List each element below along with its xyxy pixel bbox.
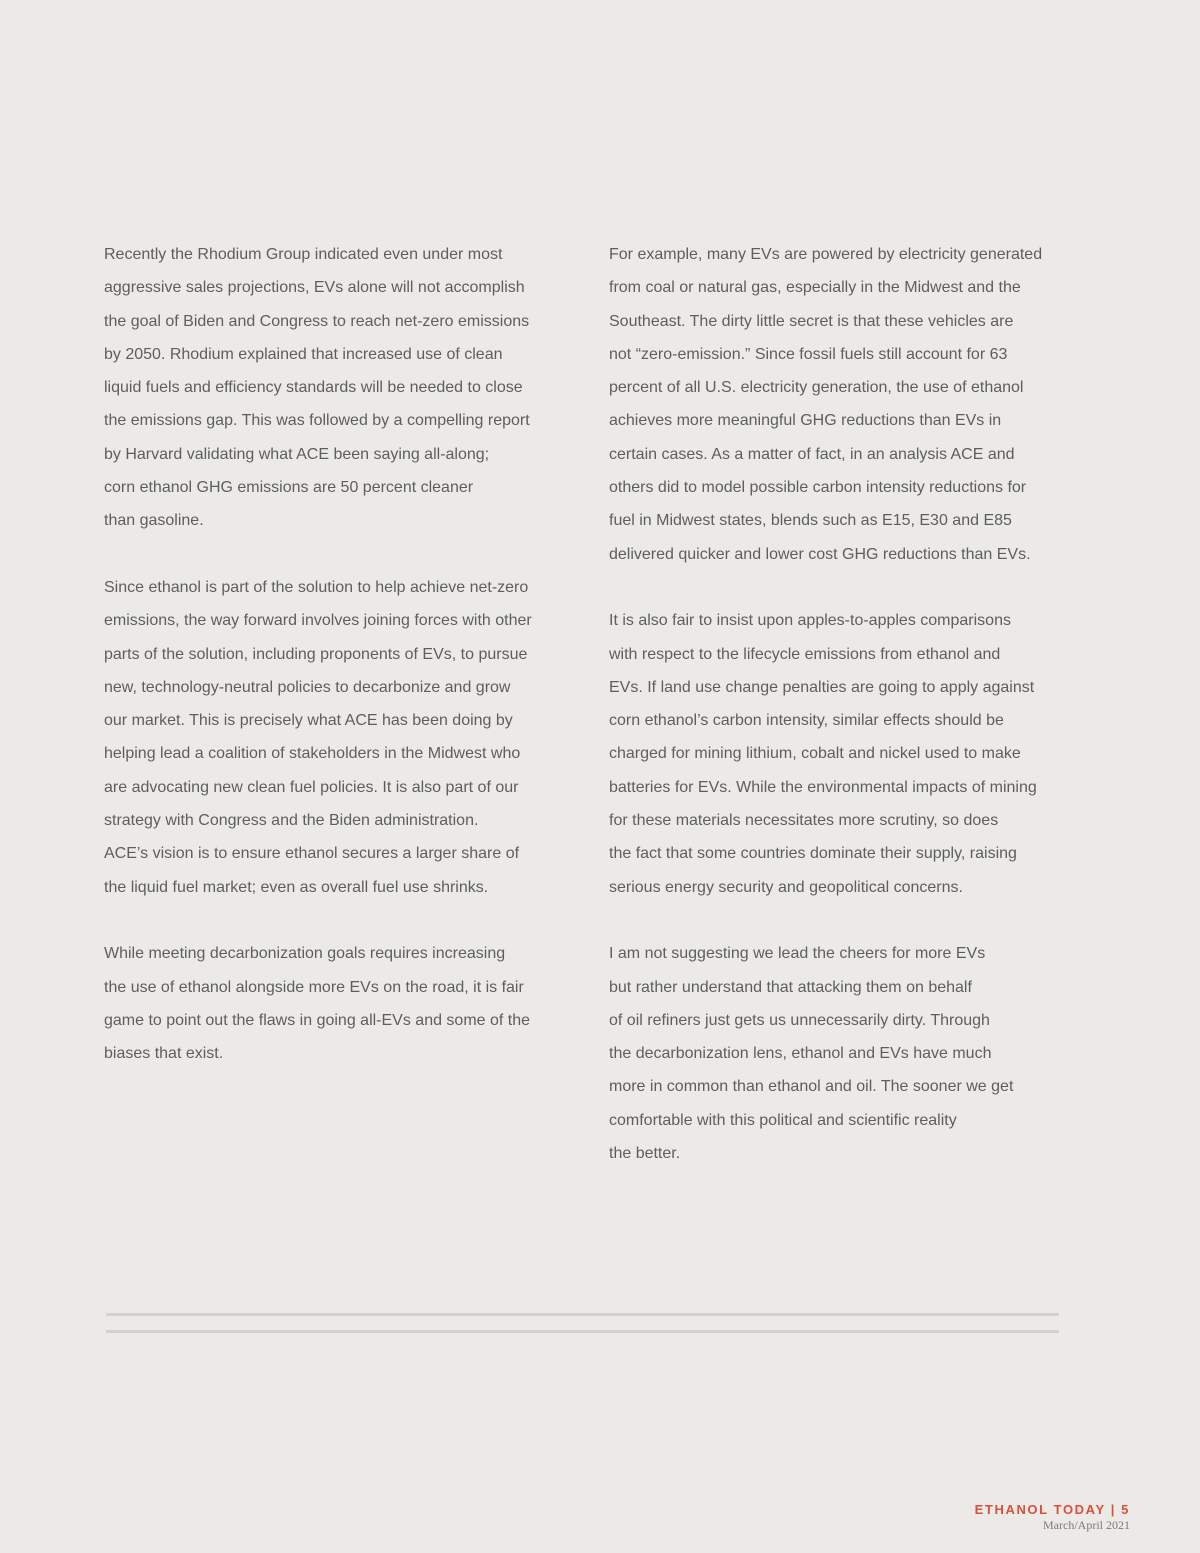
text-line: comfortable with this political and scientific reality [609,1111,957,1129]
text-line: are advocating new clean fuel policies. It is also part of our [104,778,519,796]
text-line: the goal of Biden and Congress to reach net-zero emissions [104,312,530,330]
text-line: than gasoline. [104,512,204,530]
text-line: delivered quicker and lower cost GHG reductions than EVs. [609,545,1031,563]
text-line: helping lead a coalition of stakeholders in the Midwest who [104,745,521,763]
text-line: strategy with Congress and the Biden administration. [104,812,479,830]
publication-page-number: ETHANOL TODAY | 5 [974,1502,1130,1517]
text-line: by 2050. Rhodium explained that increased use of clean [104,345,503,363]
text-line: It is also fair to insist upon apples-to-apples comparisons [609,612,1011,630]
text-line: achieves more meaningful GHG reductions than EVs in [609,412,1002,430]
text-line: biases that exist. [104,1045,224,1063]
divider-rule [106,1330,1059,1333]
text-line: the decarbonization lens, ethanol and EVs have much [609,1045,992,1063]
text-line: but rather understand that attacking them on behalf [609,978,972,996]
text-line: EVs. If land use change penalties are going to apply against [609,678,1035,696]
article-column-left [104,238,564,1104]
paragraph [609,604,1069,904]
paragraph [609,238,1069,571]
text-line: serious energy security and geopolitical concerns. [609,878,963,896]
text-line: for these materials necessitates more scrutiny, so does [609,812,999,830]
text-line: fuel in Midwest states, blends such as E15, E30 and E85 [609,512,1012,530]
text-line: the emissions gap. This was followed by a compelling report [104,412,530,430]
article-column-right [609,238,1069,1204]
text-line: new, technology-neutral policies to decarbonize and grow [104,678,511,696]
text-line: certain cases. As a matter of fact, in an analysis ACE and [609,445,1015,463]
text-line: from coal or natural gas, especially in the Midwest and the [609,279,1021,297]
issue-date: March/April 2021 [1043,1518,1130,1532]
text-line: corn ethanol’s carbon intensity, similar effects should be [609,712,1004,730]
text-line: corn ethanol GHG emissions are 50 percent cleaner [104,479,474,497]
text-line: the fact that some countries dominate their supply, raising [609,845,1017,863]
text-line: the use of ethanol alongside more EVs on the road, it is fair [104,978,524,996]
text-line: aggressive sales projections, EVs alone will not accomplish [104,279,525,297]
text-line: liquid fuels and efficiency standards will be needed to close [104,379,523,397]
text-line: For example, many EVs are powered by electricity generated [609,246,1043,263]
text-line: the liquid fuel market; even as overall fuel use shrinks. [104,878,489,896]
text-line: While meeting decarbonization goals requires increasing [104,945,506,963]
text-line: our market. This is precisely what ACE has been doing by [104,712,513,730]
text-line: by Harvard validating what ACE been saying all-along; [104,445,490,463]
text-line: I am not suggesting we lead the cheers for more EVs [609,945,986,963]
page-footer [975,1501,1130,1532]
paragraph [104,571,564,904]
paragraph [104,937,564,1070]
text-line: Since ethanol is part of the solution to help achieve net-zero [104,578,529,596]
text-line: with respect to the lifecycle emissions from ethanol and [609,645,1001,663]
text-line: batteries for EVs. While the environmental impacts of mining [609,778,1037,796]
text-line: not “zero-emission.” Since fossil fuels still account for 63 [609,345,1008,363]
text-line: ACE’s vision is to ensure ethanol secures a larger share of [104,845,520,863]
text-line: Recently the Rhodium Group indicated even under most [104,246,503,263]
paragraph [104,238,564,538]
text-line: emissions, the way forward involves joining forces with other [104,612,532,630]
divider-rule [106,1313,1059,1316]
text-line: percent of all U.S. electricity generation, the use of ethanol [609,379,1024,397]
text-line: parts of the solution, including proponents of EVs, to pursue [104,645,528,663]
text-line: charged for mining lithium, cobalt and nickel used to make [609,745,1021,763]
text-line: the better. [609,1145,681,1163]
text-line: others did to model possible carbon intensity reductions for [609,479,1027,497]
text-line: Southeast. The dirty little secret is that these vehicles are [609,312,1014,330]
text-line: more in common than ethanol and oil. The sooner we get [609,1078,1014,1096]
text-line: of oil refiners just gets us unnecessarily dirty. Through [609,1011,990,1029]
paragraph [609,937,1069,1170]
text-line: game to point out the flaws in going all-EVs and some of the [104,1011,531,1029]
